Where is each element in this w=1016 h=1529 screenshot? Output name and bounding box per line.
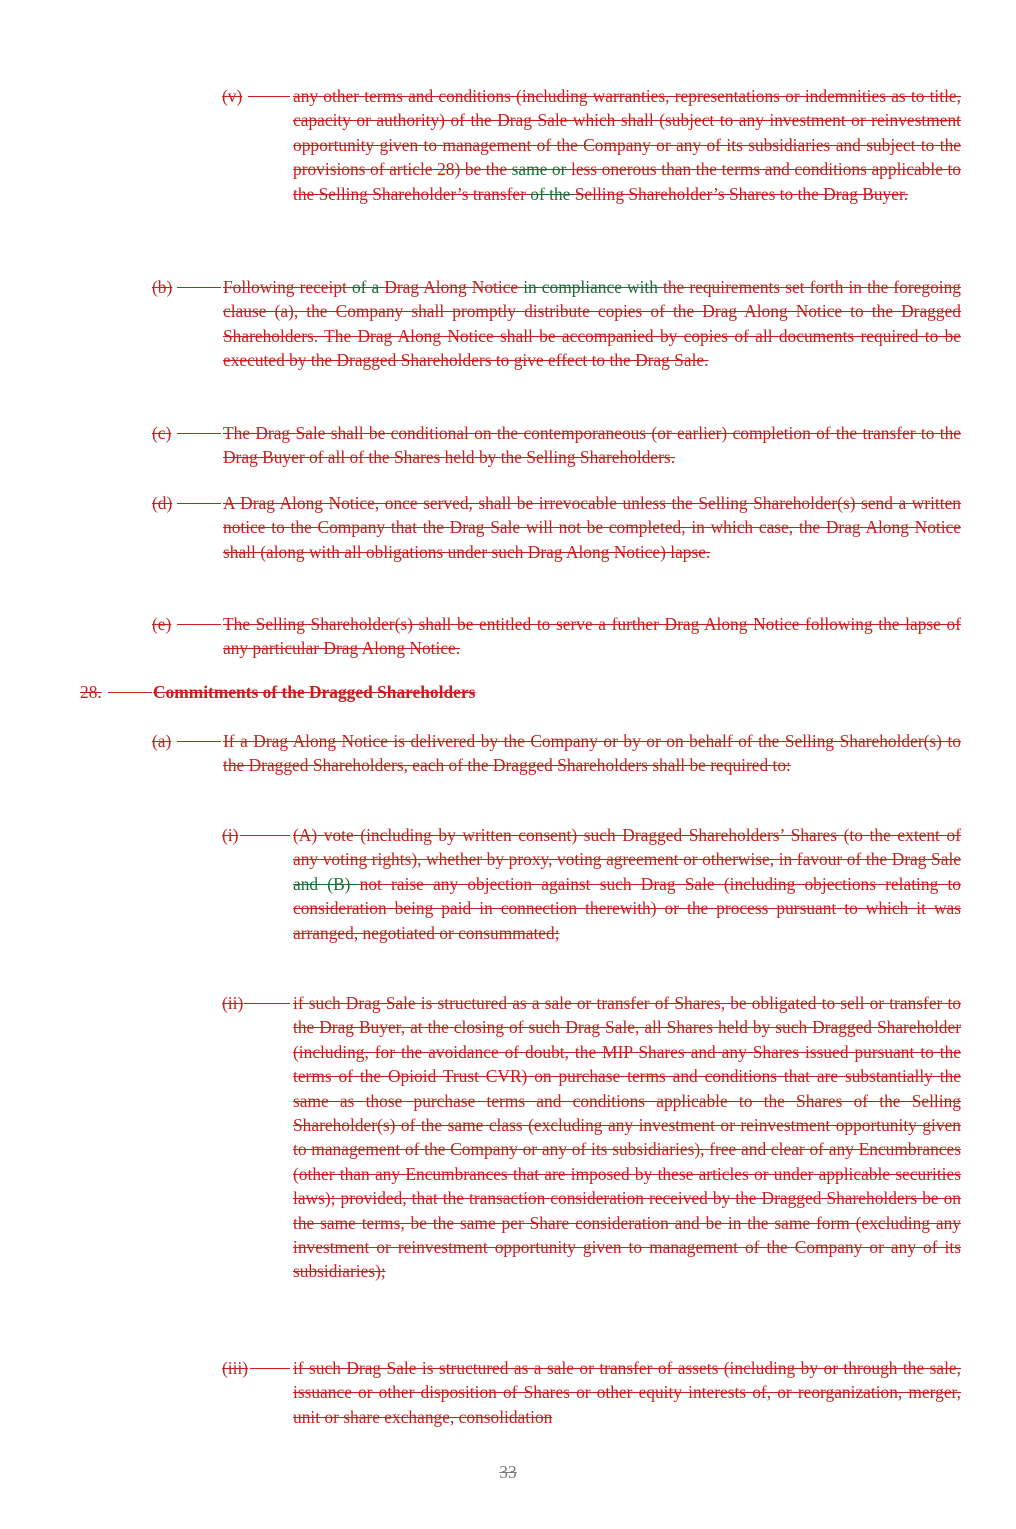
clause-text: A Drag Along Notice, once served, shall be irrevocable unless the Selling Shareholder(s) send a written notice to the Company that the Drag Sale will not be completed, in which case, the Drag Along Notice shall (along with all obligations under such Drag Along Notice) lapse.	[223, 493, 961, 562]
clause-leader-line	[240, 835, 290, 836]
clause-label: (i)	[222, 825, 239, 845]
clause-leader-line	[250, 1368, 290, 1369]
clause-leader-line	[244, 1003, 290, 1004]
article-number: 28.	[80, 682, 102, 702]
clause-label: (d)	[152, 493, 173, 513]
clause-text: The Drag Sale shall be conditional on the contemporaneous (or earlier) completion of the transfer to the Drag Buyer of all of the Shares held by the Selling Shareholders.	[223, 423, 961, 468]
clause-label: (ii)	[222, 993, 244, 1013]
clause-text: if such Drag Sale is structured as a sale or transfer of assets (including by or through the sale, issuance or other disposition of Shares or other equity interests of, or reorganization, merger, unit or share exchange, consolidation	[293, 1358, 961, 1427]
clause-leader-line	[177, 503, 221, 504]
deleted-text: and (B)	[293, 873, 360, 894]
clause-leader-line	[177, 433, 221, 434]
clause-text: If a Drag Along Notice is delivered by the Company or by or on behalf of the Selling Shareholder(s) to the Dragged Shareholders, each of the Dragged Shareholders shall be required to:	[223, 731, 961, 776]
clause-text: if such Drag Sale is structured as a sale or transfer of Shares, be obligated to sell or transfer to the Drag Buyer, at the closing of such Drag Sale, all Shares held by such Dragged Shareholder (including, for the avoidance of doubt, the MIP Shares and any Shares issued pursuant to the terms of the Opioid Trust CVR) on purchase terms and conditions that are substantially the same as those purchase terms and conditions applicable to the Shares of the Selling Shareholder(s) of the same class (excluding any investment or reinvestment opportunity given to management of the Company or any of its subsidiaries), free and clear of any Encumbrances (other than any Encumbrances that are imposed by these articles or under applicable securities laws); provided, that the transaction consideration received by the Dragged Shareholders be on the same terms, be the same per Share consideration and be in the same form (excluding any investment or reinvestment opportunity given to management of the Company or any of its subsidiaries);	[293, 993, 961, 1282]
clause-text: (A) vote (including by written consent) such Dragged Shareholders’ Shares (to the extent of any voting rights), whether by proxy, voting agreement or otherwise, in favour of the Drag Sale and (B) not raise any objection against such Drag Sale (including objections relating to consideration being paid in connection therewith) or the process pursuant to which it was arranged, negotiated or consummated;	[293, 825, 961, 943]
clause-leader-line	[177, 287, 221, 288]
deleted-text: of a	[351, 277, 385, 297]
clause-text: The Selling Shareholder(s) shall be entitled to serve a further Drag Along Notice following the lapse of any particular Drag Along Notice.	[223, 614, 961, 659]
heading-leader-line	[108, 692, 152, 693]
clause-label: (iii)	[222, 1358, 249, 1378]
clause-leader-line	[248, 96, 290, 97]
clause-text: Following receipt of a Drag Along Notice in compliance with the requirements set forth in the foregoing clause (a), the Company shall promptly distribute copies of the Drag Along Notice to the Dragged Shareholders. The Drag Along Notice shall be accompanied by copies of all documents required to be executed by the Dragged Shareholders to give effect to the Drag Sale.	[223, 277, 961, 371]
clause-label: (c)	[152, 423, 172, 443]
clause-label: (v)	[222, 86, 243, 106]
clause-label: (e)	[152, 614, 172, 634]
clause-leader-line	[177, 741, 221, 742]
deleted-text: same or	[511, 159, 571, 180]
clause-label: (b)	[152, 277, 173, 297]
article-title: Commitments of the Dragged Shareholders	[153, 682, 476, 702]
clause-leader-line	[177, 624, 221, 625]
deleted-text: of the	[530, 183, 575, 204]
clause-label: (a)	[152, 731, 172, 751]
page-number: 33	[499, 1462, 517, 1482]
clause-text: any other terms and conditions (including warranties, representations or indemnities as to title, capacity or authority) of the Drag Sale which shall (subject to any investment or reinvestment opportunity given to management of the Company or any of its subsidiaries and subject to the provisions of article 28) be the same or less onerous than the terms and conditions applicable to the Selling Shareholder’s transfer of the Selling Shareholder’s Shares to the Drag Buyer.	[293, 86, 962, 204]
deleted-text: in compliance with	[523, 277, 664, 297]
